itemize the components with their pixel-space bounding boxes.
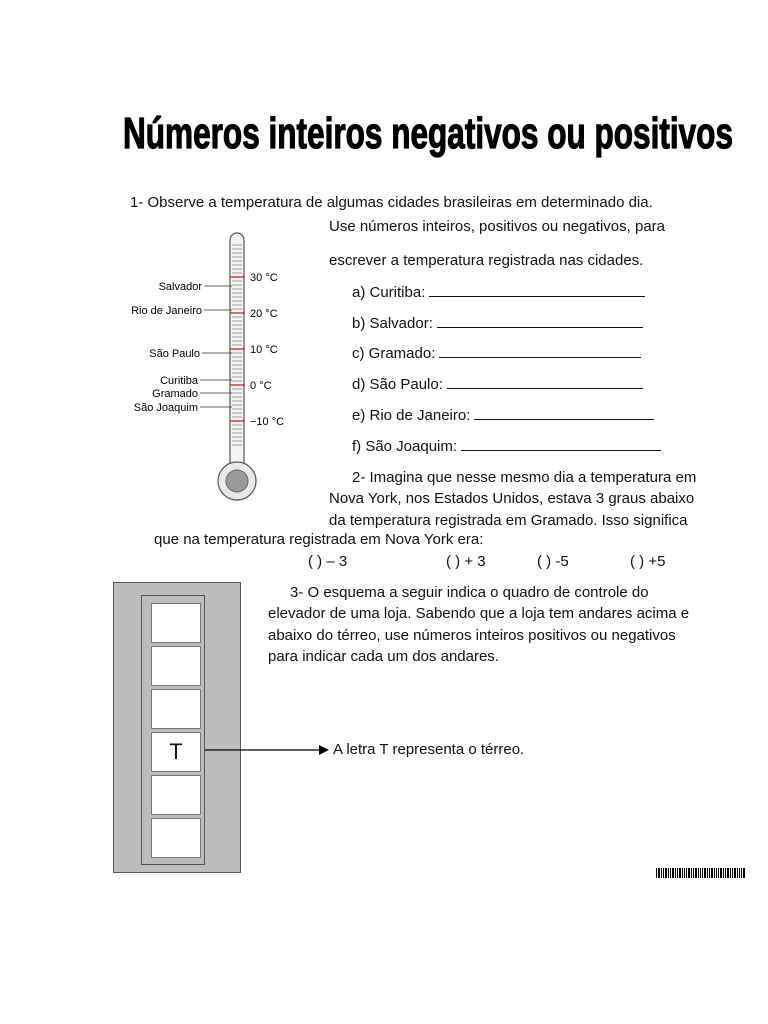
city-label-sao-joaquim: São Joaquim [133, 402, 198, 414]
answer-blank[interactable] [437, 315, 643, 328]
floor-box[interactable] [151, 818, 201, 858]
scale-label-10: 10 °C [250, 344, 278, 356]
ground-floor-note: A letra T representa o térreo. [333, 741, 525, 758]
item-label: c) Gramado: [352, 345, 436, 362]
scale-label-minus10: −10 °C [250, 416, 285, 428]
q1-item-salvador [352, 315, 643, 332]
worksheet-title [118, 92, 738, 164]
q3-line4: para indicar cada um dos andares. [268, 648, 499, 665]
q1-item-sao-paulo [352, 376, 643, 393]
q2-option-plus5[interactable]: ( ) +5 [630, 553, 666, 570]
q3-line1: 3- O esquema a seguir indica o quadro de controle do [290, 584, 649, 601]
answer-blank[interactable] [429, 284, 645, 297]
city-label-salvador: Salvador [158, 281, 202, 293]
city-label-rio: Rio de Janeiro [131, 305, 202, 317]
q3-line2: elevador de uma loja. Sabendo que a loja tem andares acima e [268, 605, 690, 622]
q2-option-minus5[interactable]: ( ) -5 [537, 553, 569, 570]
item-label: f) São Joaquim: [352, 438, 458, 455]
q1-intro-line2: Use números inteiros, positivos ou negativos, para [329, 218, 666, 235]
ground-floor-label: T [169, 739, 183, 764]
item-label: b) Salvador: [352, 315, 433, 332]
q3-line3: abaixo do térreo, use números inteiros positivos ou negativos [268, 627, 676, 644]
answer-blank[interactable] [447, 376, 643, 389]
q1-item-rio [352, 407, 654, 424]
q2-option-minus3[interactable]: ( ) – 3 [308, 553, 348, 570]
q2-line1: 2- Imagina que nesse mesmo dia a temperatura em [352, 469, 697, 486]
elevator-inner-panel [141, 595, 205, 865]
q1-intro-line3: escrever a temperatura registrada nas cidades. [329, 252, 644, 269]
city-label-curitiba: Curitiba [160, 375, 198, 387]
q2-line2: Nova York, nos Estados Unidos, estava 3 graus abaixo [329, 490, 695, 507]
item-label: a) Curitiba: [352, 284, 426, 301]
elevator-panel [113, 582, 241, 873]
title-text: Números inteiros negativos ou positivos [123, 109, 733, 158]
scale-label-20: 20 °C [250, 308, 278, 320]
q1-item-sao-joaquim [352, 438, 661, 455]
answer-blank[interactable] [439, 345, 641, 358]
thermometer-figure [108, 225, 318, 510]
floor-box[interactable] [151, 689, 201, 729]
floor-box[interactable] [151, 603, 201, 643]
arrow-icon [205, 742, 330, 758]
q2-line3: da temperatura registrada em Gramado. Isso significa [329, 512, 688, 529]
q2-line4: que na temperatura registrada em Nova York era: [154, 531, 484, 548]
item-label: e) Rio de Janeiro: [352, 407, 471, 424]
q2-option-plus3[interactable]: ( ) + 3 [446, 553, 486, 570]
answer-blank[interactable] [474, 407, 654, 420]
q1-intro-line1: 1- Observe a temperatura de algumas cidades brasileiras em determinado dia. [130, 194, 653, 211]
item-label: d) São Paulo: [352, 376, 443, 393]
floor-box[interactable] [151, 646, 201, 686]
q1-item-curitiba [352, 284, 645, 301]
floor-box[interactable] [151, 775, 201, 815]
barcode-icon [656, 868, 746, 878]
city-label-gramado: Gramado [152, 388, 198, 400]
answer-blank[interactable] [461, 438, 661, 451]
city-label-sao-paulo: São Paulo [149, 348, 200, 360]
scale-label-0: 0 °C [250, 380, 272, 392]
scale-label-30: 30 °C [250, 272, 278, 284]
floor-box-ground[interactable] [151, 732, 201, 772]
q1-item-gramado [352, 345, 641, 362]
